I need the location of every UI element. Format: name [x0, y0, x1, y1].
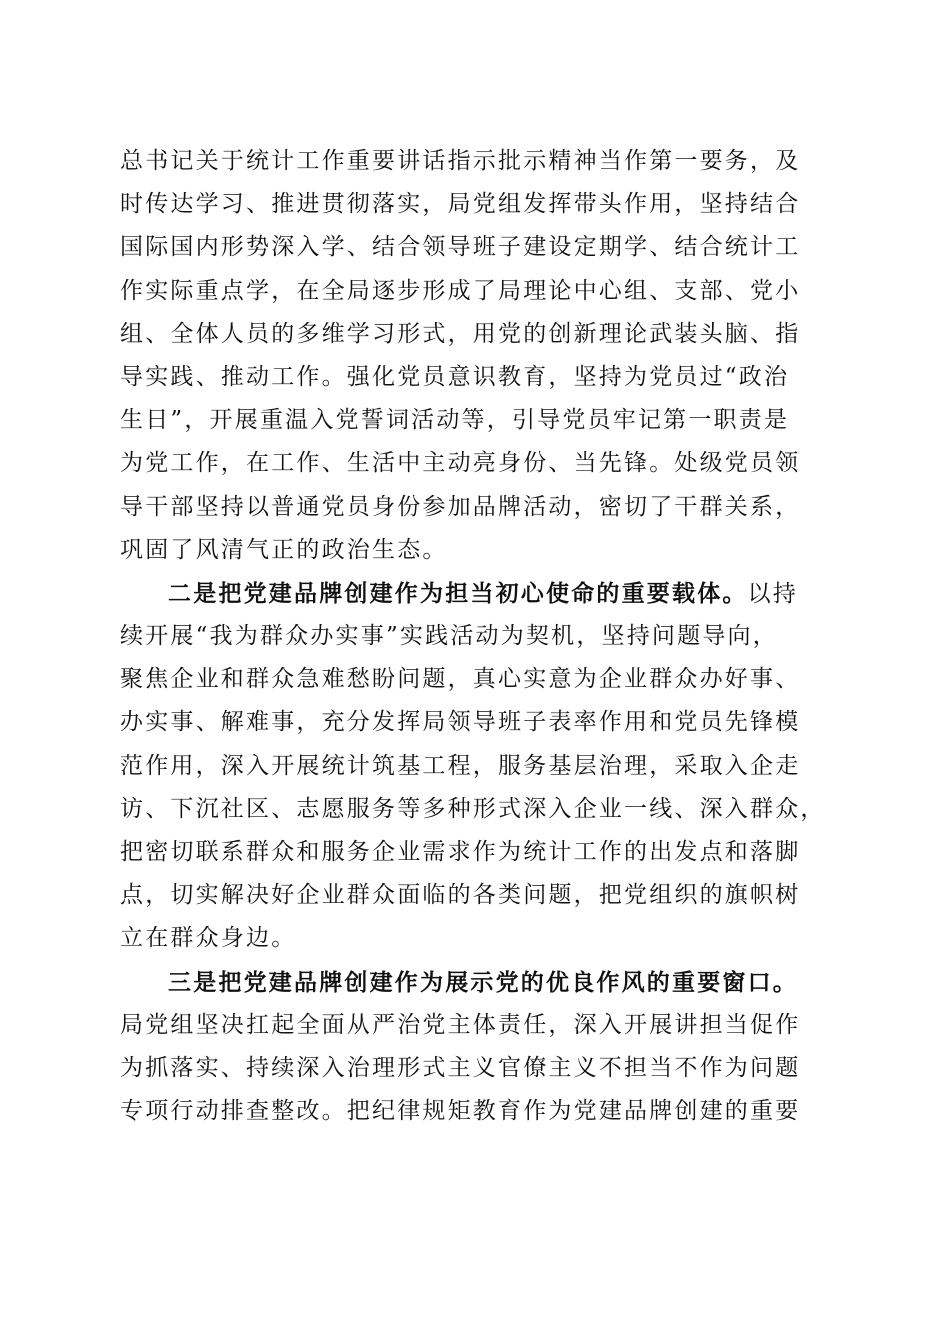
- document-body: [120, 140, 830, 1133]
- paragraph-line: 范作用，深入开展统计筑基工程，服务基层治理，采取入企走: [120, 752, 801, 779]
- paragraph-line: 总书记关于统计工作重要讲话指示批示精神当作第一要务，及: [120, 148, 801, 174]
- paragraph-heading: 二是把党建品牌创建作为担当初心使命的重要载体。: [168, 579, 748, 607]
- paragraph-3: [120, 961, 830, 1134]
- paragraph-line: 生日”，开展重温入党誓词活动等，引导党员牢记第一职责是: [120, 407, 790, 434]
- paragraph-line: 专项行动排查整改。把纪律规矩教育作为党建品牌创建的重要: [120, 1098, 801, 1125]
- paragraph-line: 国际国内形势深入学、结合领导班子建设定期学、结合统计工: [120, 234, 801, 261]
- paragraph-line: 导实践、推动工作。强化党员意识教育，坚持为党员过“政治: [120, 363, 790, 390]
- paragraph-heading-rest: 以持: [747, 580, 799, 607]
- paragraph-line: 组、全体人员的多维学习形式，用党的创新理论武装头脑、指: [120, 320, 801, 347]
- paragraph-first-line: [120, 961, 830, 1004]
- paragraph-line: 访、下沉社区、志愿服务等多种形式深入企业一线、深入群众，: [120, 795, 826, 822]
- paragraph-line: 把密切联系群众和服务企业需求作为统计工作的出发点和落脚: [120, 839, 801, 865]
- paragraph-heading: 三是把党建品牌创建作为展示党的优良作风的重要窗口。: [168, 968, 798, 996]
- paragraph-line: 续开展“我为群众办实事”实践活动为契机，坚持问题导向，: [120, 623, 778, 650]
- paragraph-1: [120, 140, 830, 572]
- paragraph-line: 导干部坚持以普通党员身份参加品牌活动，密切了干群关系，: [120, 493, 801, 520]
- paragraph-line: 点，切实解决好企业群众面临的各类问题，把党组织的旗帜树: [120, 882, 801, 909]
- paragraph-line: 为党工作，在工作、生活中主动亮身份、当先锋。处级党员领: [120, 450, 801, 477]
- paragraph-line: 巩固了风清气正的政治生态。: [120, 536, 448, 563]
- paragraph-line: 立在群众身边。: [120, 925, 297, 952]
- paragraph-line: 时传达学习、推进贯彻落实，局党组发挥带头作用，坚持结合: [120, 191, 801, 218]
- paragraph-line: 为抓落实、持续深入治理形式主义官僚主义不担当不作为问题: [120, 1054, 801, 1081]
- paragraph-first-line: [120, 572, 830, 615]
- paragraph-line: 办实事、解难事，充分发挥局领导班子表率作用和党员先锋模: [120, 709, 801, 736]
- paragraph-line: 作实际重点学，在全局逐步形成了局理论中心组、支部、党小: [120, 277, 801, 304]
- paragraph-2: [120, 572, 830, 961]
- paragraph-line: 局党组坚决扛起全面从严治党主体责任，深入开展讲担当促作: [120, 1011, 801, 1038]
- paragraph-line: 聚焦企业和群众急难愁盼问题，真心实意为企业群众办好事、: [120, 666, 801, 693]
